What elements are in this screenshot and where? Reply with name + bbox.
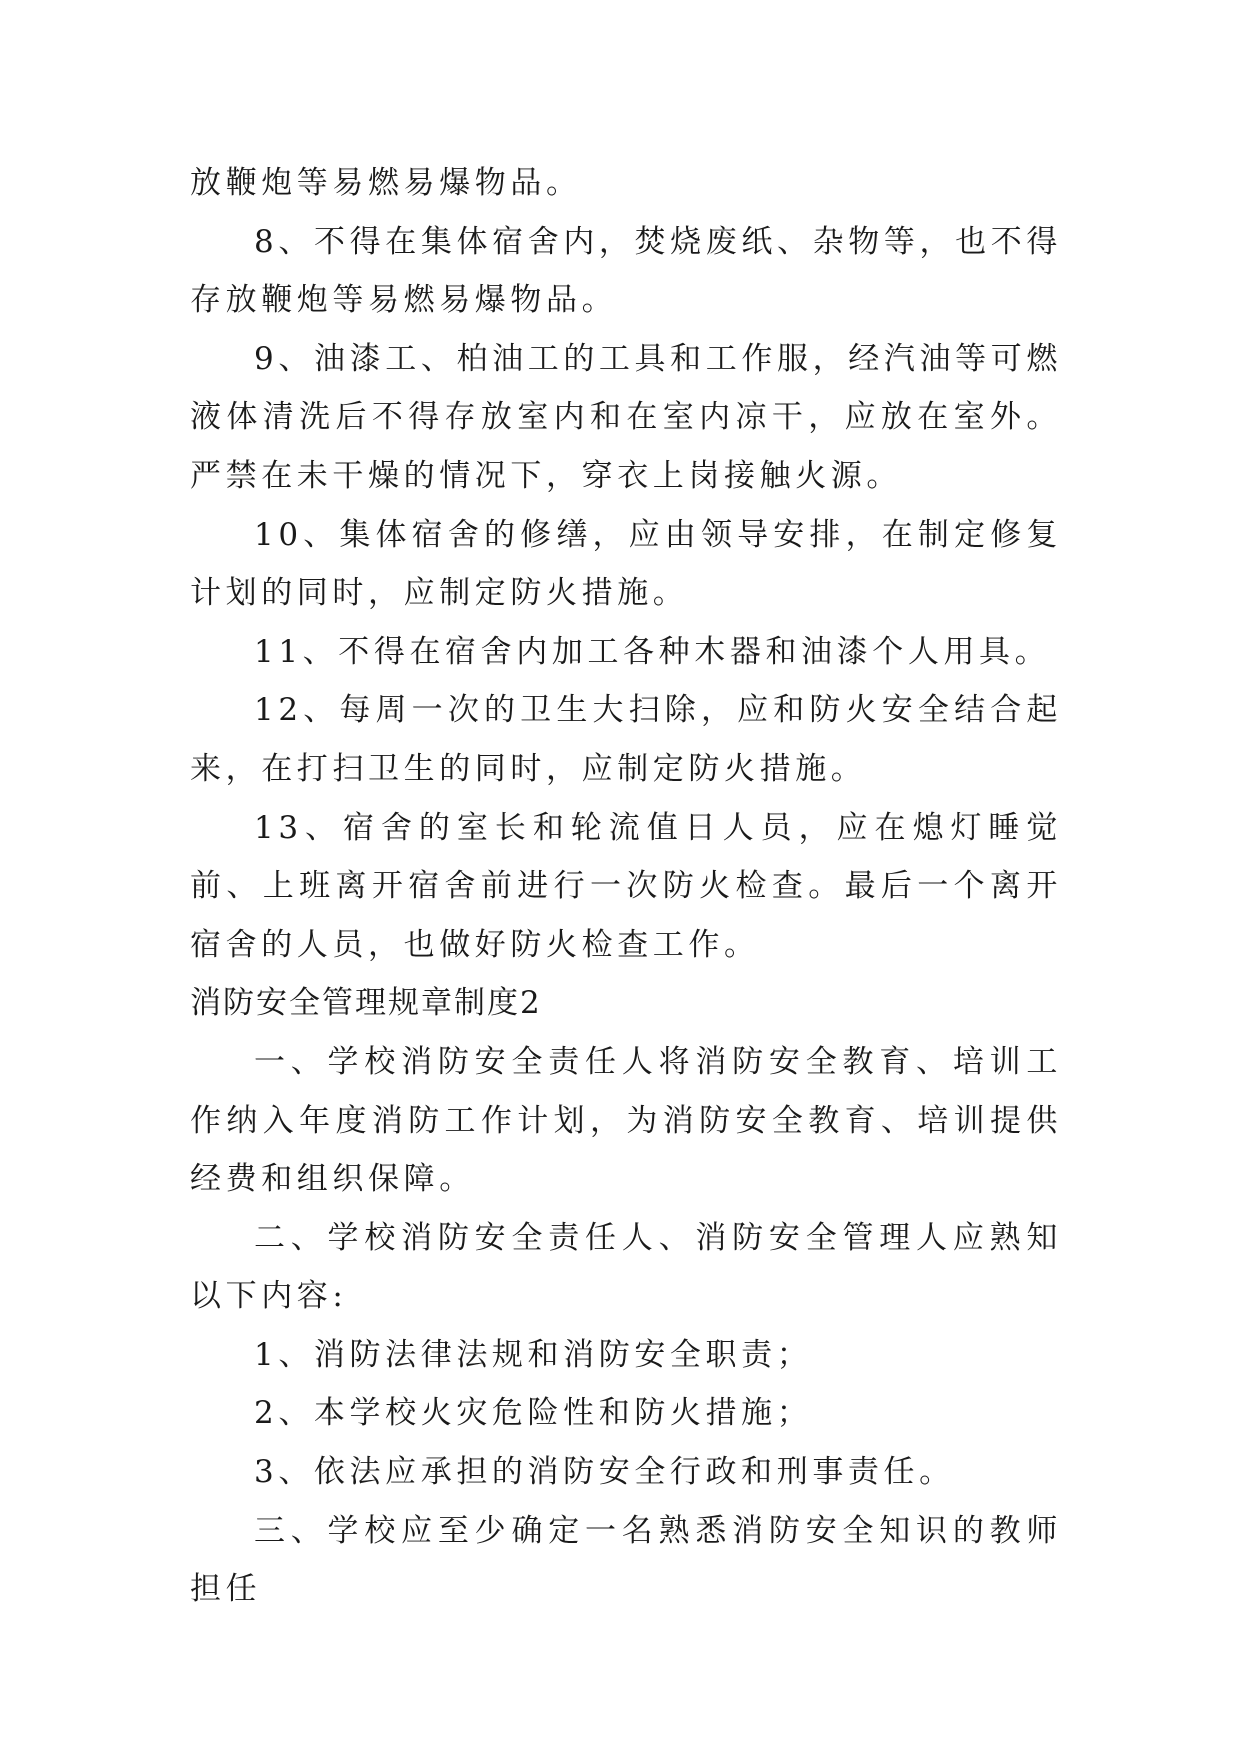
paragraph-rule-9: 9、油漆工、柏油工的工具和工作服，经汽油等可燃液体清洗后不得存放室内和在室内凉干，应放在室外。严禁在未干燥的情况下，穿衣上岗接触火源。 [190, 340, 1062, 494]
document-body [190, 154, 1062, 1619]
list-item-1: 1、消防法律法规和消防安全职责； [254, 1336, 813, 1373]
paragraph-rule-10: 10、集体宿舍的修缮，应由领导安排，在制定修复计划的同时，应制定防火措施。 [190, 516, 1062, 612]
list-item-3: 3、依法应承担的消防安全行政和刑事责任。 [254, 1454, 955, 1491]
paragraph-rule-13: 13、宿舍的室长和轮流值日人员，应在熄灯睡觉前、上班离开宿舍前进行一次防火检查。最后一个离开宿舍的人员，也做好防火检查工作。 [190, 809, 1062, 963]
paragraph-rule-11: 11、不得在宿舍内加工各种木器和油漆个人用具。 [254, 633, 1051, 670]
paragraph-section-3: 三、学校应至少确定一名熟悉消防安全知识的教师担任 [190, 1512, 1062, 1608]
paragraph-rule-8: 8、不得在集体宿舍内，焚烧废纸、杂物等，也不得存放鞭炮等易燃易爆物品。 [190, 223, 1062, 319]
paragraph-section-1: 一、学校消防安全责任人将消防安全教育、培训工作纳入年度消防工作计划，为消防安全教育、培训提供经费和组织保障。 [190, 1043, 1062, 1198]
paragraph-1: 放鞭炮等易燃易爆物品。 [190, 165, 582, 201]
paragraph-section-2: 二、学校消防安全责任人、消防安全管理人应熟知以下内容: [190, 1219, 1062, 1315]
paragraph-rule-12: 12、每周一次的卫生大扫除，应和防火安全结合起来，在打扫卫生的同时，应制定防火措施。 [190, 692, 1062, 787]
list-item-2: 2、本学校火灾危险性和防火措施； [254, 1395, 813, 1432]
section-heading: 消防安全管理规章制度2 [190, 985, 542, 1022]
